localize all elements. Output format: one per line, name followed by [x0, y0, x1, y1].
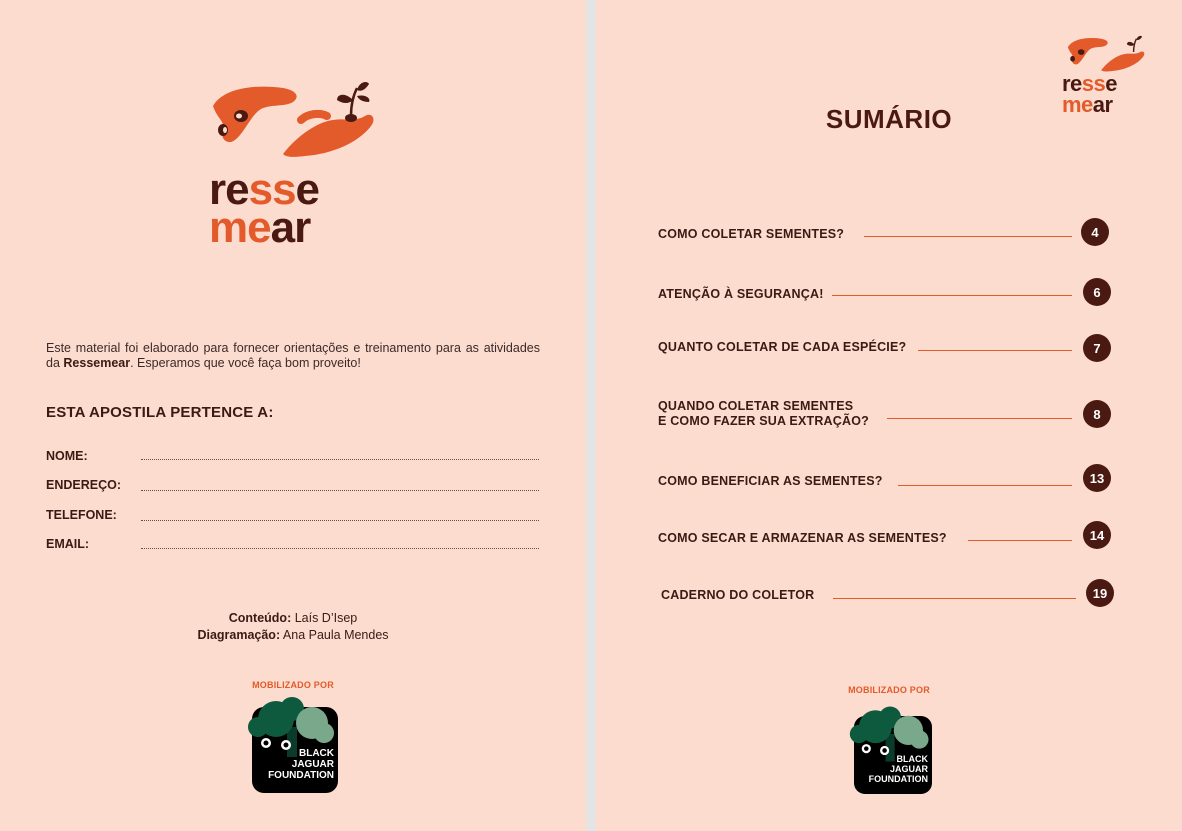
page-title: SUMÁRIO: [825, 104, 953, 134]
toc-item-text[interactable]: COMO COLETAR SEMENTES?: [658, 227, 845, 241]
black-jaguar-foundation-logo: [246, 697, 340, 794]
toc-leader-line: [898, 485, 1072, 486]
toc-page-number[interactable]: 19: [1086, 579, 1114, 607]
logo-word-line1: resse: [209, 165, 320, 214]
toc-page-number[interactable]: 7: [1083, 334, 1111, 362]
toc-item-text[interactable]: COMO BENEFICIAR AS SEMENTES?: [658, 474, 883, 488]
credit-content: Conteúdo: Laís D’Isep: [228, 611, 358, 625]
foundation-name: BLACK JAGUAR FOUNDATION: [868, 754, 928, 784]
toc-leader-line: [918, 350, 1072, 351]
owner-heading: ESTA APOSTILA PERTENCE A:: [46, 404, 274, 421]
foundation-name: BLACK JAGUAR FOUNDATION: [268, 748, 334, 781]
intro-paragraph: Este material foi elaborado para fornecer orientações e treinamento para as atividades da Ressemear. Esperamos que você faça bom proveito!: [46, 341, 540, 370]
mobilized-by-label: MOBILIZADO POR: [848, 685, 930, 695]
small-logo-word-line2: mear: [1062, 92, 1113, 117]
field-label-email: EMAIL:: [46, 537, 90, 551]
small-logo-word-line1: resse: [1062, 71, 1118, 96]
ressemear-hands-small-icon: [1062, 33, 1148, 73]
toc-page-number[interactable]: 13: [1083, 464, 1111, 492]
toc-item-text-multiline[interactable]: QUANDO COLETAR SEMENTES E COMO FAZER SUA EXTRAÇÃO?: [658, 399, 869, 428]
toc-item-text[interactable]: COMO SECAR E ARMAZENAR AS SEMENTES?: [658, 531, 947, 545]
right-page: [596, 0, 1182, 831]
credit-layout: Diagramação: Ana Paula Mendes: [197, 628, 389, 642]
toc-page-number[interactable]: 4: [1081, 218, 1109, 246]
toc-page-number[interactable]: 8: [1083, 400, 1111, 428]
toc-item-text[interactable]: ATENÇÃO À SEGURANÇA!: [658, 287, 824, 301]
credits: [0, 610, 586, 644]
field-line-email[interactable]: [141, 548, 539, 549]
left-page: [0, 0, 586, 831]
toc-page-number[interactable]: 14: [1083, 521, 1111, 549]
mobilized-by-label: MOBILIZADO POR: [252, 680, 334, 690]
field-label-endereco: ENDEREÇO:: [46, 478, 122, 492]
toc-leader-line: [968, 540, 1072, 541]
toc-item-text[interactable]: CADERNO DO COLETOR: [661, 588, 815, 602]
field-line-telefone[interactable]: [141, 520, 539, 521]
toc-leader-line: [832, 295, 1072, 296]
black-jaguar-foundation-logo: [848, 706, 934, 796]
toc-leader-line: [833, 598, 1076, 599]
field-label-telefone: TELEFONE:: [46, 508, 117, 522]
toc-page-number[interactable]: 6: [1083, 278, 1111, 306]
toc-leader-line: [887, 418, 1072, 419]
ressemear-hands-icon: [205, 76, 377, 160]
field-label-nome: NOME:: [46, 449, 88, 463]
field-line-nome[interactable]: [141, 459, 539, 460]
logo-word-line2: mear: [209, 203, 311, 252]
toc-leader-line: [864, 236, 1072, 237]
field-line-endereco[interactable]: [141, 490, 539, 491]
toc-item-text[interactable]: QUANTO COLETAR DE CADA ESPÉCIE?: [658, 340, 907, 354]
